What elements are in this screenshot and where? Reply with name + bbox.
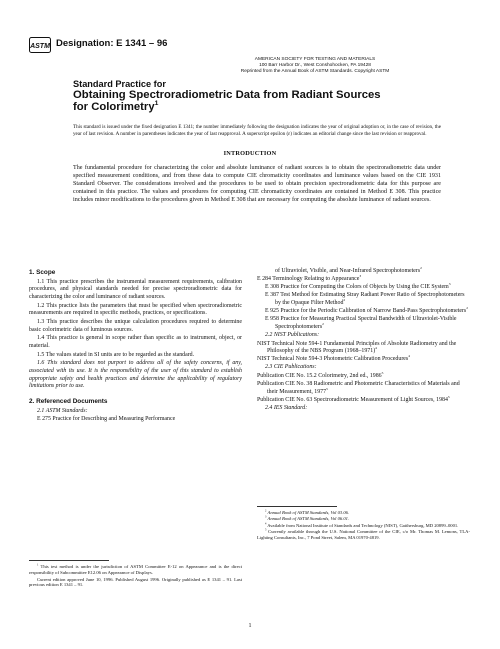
document-title bbox=[73, 89, 381, 113]
footnote-4: $^4$ Available from National Institute of Standards and Technology (NIST), Gaithersburg, MD 20899–0001. bbox=[265, 522, 459, 528]
paragraph-1-3: 1.3 This practice describes the unique calculation procedures required to determine basic colorimetric data of luminous sources. bbox=[29, 318, 242, 333]
footnote-divider bbox=[29, 560, 109, 561]
designation: Designation: E 1341 – 96 bbox=[56, 38, 168, 49]
reference-e284: E 284 Terminology Relating to Appearance$^3$ bbox=[257, 274, 362, 283]
footnote-5: $^5$ Currently available through the U.S. National Committee of the CIE, c/o Mr. Thomas M. Lemons, TLA-Lighting Consultants, Inc., 7 Pond Street, Salem, MA 01970-4819. bbox=[257, 528, 470, 540]
right-column bbox=[257, 268, 470, 414]
footnotes-left bbox=[29, 564, 242, 589]
footnote-1-edition: Current edition approved June 10, 1996. Published August 1996. Originally published as E 1341 – 91. Last previous edition E 1341 – 91. bbox=[29, 576, 242, 588]
reference-e275-continued: of Ultraviolet, Visible, and Near-Infrared Spectrophotometers$^2$ bbox=[275, 266, 422, 274]
footnote-2: $^2$ Annual Book of ASTM Standards, Vol 03.06. bbox=[265, 509, 350, 515]
introduction-text: The fundamental procedure for characterizing the color and absolute luminance of radiant sources is to obtain the spectroradiometric data under specified measurement conditions, and from these data to compute CIE chromaticity coordinates and luminance values based on the CIE 1931 Standard Observer. The considerations involved and the procedures to be used to obtain precision spectroradiometric data for this purpose are contained in this practice. The values and procedures for computing CIE chromaticity coordinates are contained in Method E 308. This practice includes minor modifications to the procedures given in Method E 308 that are necessary for computing the absolute luminance of radiant sources. bbox=[73, 165, 441, 203]
paragraph-2-3: 2.3 CIE Publications: bbox=[265, 364, 317, 371]
title-line-2: for Colorimetry$^1$ bbox=[73, 100, 159, 113]
reference-e925: E 925 Practice for the Periodic Calibration of Narrow Band-Pass Spectrophotometers$^2$ bbox=[265, 306, 468, 314]
svg-text:ASTM: ASTM bbox=[30, 43, 50, 50]
section-heading-scope: 1. Scope bbox=[29, 269, 56, 276]
reference-nist-594-1: NIST Technical Note 594-1 Fundamental Principles of Absolute Radiometry and the Philosophy of the NBS Program (1968–1971)$^4$ bbox=[257, 340, 457, 355]
footnote-3: $^3$ Annual Book of ASTM Standards, Vol 06.01. bbox=[265, 515, 350, 522]
reference-cie-63: Publication CIE No. 63 Spectroradiometric Measurement of Light Sources, 1984$^5$ bbox=[257, 394, 450, 403]
publisher-line: AMERICAN SOCIETY FOR TESTING AND MATERIALS bbox=[254, 57, 376, 62]
publisher-line: Reprinted from the Annual Book of ASTM Standards. Copyright ASTM bbox=[240, 68, 390, 74]
footnotes-right bbox=[257, 510, 470, 541]
paragraph-2-2: 2.2 NIST Publications: bbox=[265, 331, 320, 338]
standard-kicker: Standard Practice for bbox=[73, 79, 166, 89]
publisher-line: 100 Barr Harbor Dr., West Conshohocken, PA 19428 bbox=[259, 62, 371, 68]
title-line-1: Obtaining Spectroradiometric Data from Radiant Sources bbox=[73, 89, 381, 101]
page-number: 1 bbox=[248, 623, 252, 629]
paragraph-1-2: 1.2 This practice lists the parameters that must be specified when spectroradiometric measurements are required in specific methods, practices, or specifications. bbox=[29, 302, 242, 317]
reference-nist-594-3: NIST Technical Note 594-3 Photometric Calibration Procedures$^4$ bbox=[257, 354, 410, 363]
left-column bbox=[29, 268, 242, 425]
paragraph-1-1: 1.1 This practice prescribes the instrumental measurement requirements, calibration procedures, and physical standards needed for precise spectroradiometric data for characterizing the color and luminance of radiant sources. bbox=[29, 278, 242, 300]
issuance-notice: This standard is issued under the fixed designation E 1341; the number immediately following the designation indicates the year of original adoption or, in the case of revision, the year of last revision. A number in parentheses indicates the year of last reapproval. A superscript epsilon (ε) indicates an editorial change since the last revision or reapproval. bbox=[73, 124, 441, 137]
footnote-mark: 1 bbox=[154, 100, 159, 108]
footnote-divider bbox=[257, 506, 337, 507]
reference-e275: E 275 Practice for Describing and Measuring Performance bbox=[37, 416, 176, 423]
section-heading-referenced-documents: 2. Referenced Documents bbox=[29, 398, 108, 406]
paragraph-1-4: 1.4 This practice is general in scope rather than specific as to instrument, object, or material. bbox=[29, 335, 242, 349]
reference-cie-38: Publication CIE No. 38 Radiometric and Photometric Characteristics of Materials and their Measurement, 1977$^5$ bbox=[257, 381, 460, 395]
footnote-1: $^1$ This test method is under the jurisdiction of ASTM Committee E-12 on Appearance and is the direct responsibility of Subcommittee E12.06 on Appearance of Displays. bbox=[29, 563, 242, 575]
paragraph-1-5: 1.5 The values stated in SI units are to be regarded as the standard. bbox=[37, 351, 195, 358]
reference-e958: E 958 Practice for Measuring Practical Spectral Bandwidth of Ultraviolet-Visible Spectrophotometers$^2$ bbox=[265, 316, 457, 330]
reference-e387: E 387 Test Method for Estimating Stray Radiant Power Ratio of Spectrophotometers by the Opaque Filter Method$^2$ bbox=[265, 292, 465, 306]
paragraph-1-6: 1.6 This standard does not purport to address all of the safety concerns, if any, associated with its use. It is the responsibility of the user of this standard to establish appropriate safety and health practices and determine the applicability of regulatory limitations prior to use. bbox=[29, 360, 242, 390]
paragraph-2-1: 2.1 ASTM Standards: bbox=[37, 407, 88, 414]
reference-e308: E 308 Practice for Computing the Colors of Objects by Using the CIE System$^3$ bbox=[265, 282, 451, 291]
paragraph-2-4: 2.4 IES Standard: bbox=[265, 404, 308, 411]
reference-cie-15: Publication CIE No. 15.2 Colorimetry, 2nd ed., 1986$^5$ bbox=[257, 371, 384, 380]
introduction-heading: INTRODUCTION bbox=[223, 150, 277, 157]
publisher-block bbox=[0, 57, 500, 74]
astm-logo-icon bbox=[29, 37, 51, 53]
